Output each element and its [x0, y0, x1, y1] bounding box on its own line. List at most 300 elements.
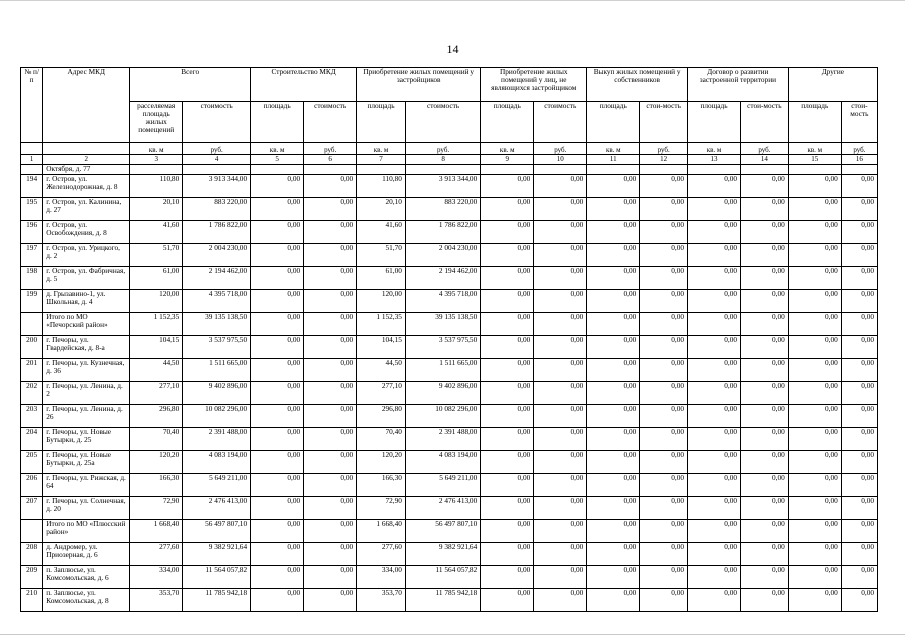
unit-m2: кв. м — [130, 143, 183, 155]
row-value: 104,15 — [130, 336, 183, 359]
row-value: 0,00 — [788, 543, 841, 566]
page-number: 14 — [446, 42, 459, 56]
row-number: 200 — [21, 336, 43, 359]
row-value: 0,00 — [251, 267, 304, 290]
table-row — [21, 267, 878, 290]
table-row-subtotal — [21, 313, 878, 336]
row-value: 120,00 — [130, 290, 183, 313]
header-development-contract: Договор о развитии застроенной территории — [688, 68, 789, 102]
row-number: 201 — [21, 359, 43, 382]
unit-m2: кв. м — [587, 143, 640, 155]
row-value: 0,00 — [640, 566, 688, 589]
row-address: д. Грызавино-1, ул. Школьная, д. 4 — [43, 290, 130, 313]
column-index: 13 — [688, 155, 741, 165]
row-value: 0,00 — [251, 382, 304, 405]
row-value: 0,00 — [251, 405, 304, 428]
row-value — [788, 165, 841, 175]
row-value: 0,00 — [534, 359, 587, 382]
row-value: 4 395 718,00 — [405, 290, 480, 313]
row-number: 206 — [21, 474, 43, 497]
row-value: 1 152,35 — [130, 313, 183, 336]
row-value: 0,00 — [741, 313, 789, 336]
row-value: 2 476 413,00 — [183, 497, 251, 520]
column-index: 7 — [357, 155, 406, 165]
row-value: 11 564 057,82 — [405, 566, 480, 589]
row-value: 0,00 — [481, 589, 534, 612]
row-value: 0,00 — [304, 428, 357, 451]
row-value: 9 402 896,00 — [183, 382, 251, 405]
row-value: 2 194 462,00 — [183, 267, 251, 290]
column-index: 14 — [741, 155, 789, 165]
row-value: 0,00 — [251, 428, 304, 451]
row-value: 0,00 — [304, 451, 357, 474]
row-value: 0,00 — [841, 198, 877, 221]
row-value: 0,00 — [741, 497, 789, 520]
row-value: 2 476 413,00 — [405, 497, 480, 520]
row-value: 0,00 — [587, 428, 640, 451]
row-value: 0,00 — [788, 290, 841, 313]
row-value: 0,00 — [304, 405, 357, 428]
row-value: 0,00 — [841, 428, 877, 451]
row-value: 0,00 — [251, 313, 304, 336]
row-value: 0,00 — [640, 267, 688, 290]
row-value: 0,00 — [534, 382, 587, 405]
row-value: 0,00 — [640, 497, 688, 520]
unit-blank — [21, 143, 43, 155]
row-value: 0,00 — [688, 244, 741, 267]
row-value: 0,00 — [841, 267, 877, 290]
row-value: 0,00 — [640, 198, 688, 221]
row-value — [183, 165, 251, 175]
row-value: 0,00 — [640, 543, 688, 566]
row-value: 0,00 — [481, 543, 534, 566]
row-value: 0,00 — [788, 359, 841, 382]
table-row — [21, 244, 878, 267]
row-value: 0,00 — [304, 313, 357, 336]
unit-rub: руб. — [534, 143, 587, 155]
unit-m2: кв. м — [788, 143, 841, 155]
row-value: 4 083 194,00 — [183, 451, 251, 474]
table-row — [21, 382, 878, 405]
row-number: 209 — [21, 566, 43, 589]
unit-m2: кв. м — [481, 143, 534, 155]
unit-rub: руб. — [640, 143, 688, 155]
row-value — [251, 165, 304, 175]
table-row — [21, 497, 878, 520]
row-value: 0,00 — [587, 290, 640, 313]
row-value: 0,00 — [251, 474, 304, 497]
subheader-cost-split: стои-мость — [640, 102, 688, 143]
row-address: г. Остров, ул. Калинина, д. 27 — [43, 198, 130, 221]
row-value: 353,70 — [357, 589, 406, 612]
row-address: Итого по МО «Печорский район» — [43, 313, 130, 336]
row-value: 0,00 — [788, 313, 841, 336]
row-value: 4 083 194,00 — [405, 451, 480, 474]
row-value: 0,00 — [587, 520, 640, 543]
row-value: 296,80 — [357, 405, 406, 428]
row-value: 1 668,40 — [357, 520, 406, 543]
row-value: 0,00 — [304, 290, 357, 313]
row-value: 0,00 — [304, 336, 357, 359]
row-value: 0,00 — [251, 244, 304, 267]
row-value: 51,70 — [130, 244, 183, 267]
row-value: 0,00 — [304, 566, 357, 589]
row-value: 0,00 — [251, 520, 304, 543]
row-address: г. Остров, ул. Освобождения, д. 8 — [43, 221, 130, 244]
unit-rub: руб. — [741, 143, 789, 155]
row-value: 104,15 — [357, 336, 406, 359]
row-value: 0,00 — [587, 198, 640, 221]
row-value: 0,00 — [741, 359, 789, 382]
table-row-subtotal — [21, 520, 878, 543]
row-value: 0,00 — [640, 244, 688, 267]
row-number — [21, 165, 43, 175]
row-value: 0,00 — [788, 520, 841, 543]
row-value: 0,00 — [841, 543, 877, 566]
row-value: 0,00 — [251, 589, 304, 612]
row-value: 0,00 — [304, 520, 357, 543]
row-value: 0,00 — [688, 221, 741, 244]
row-value: 0,00 — [587, 543, 640, 566]
row-value: 0,00 — [788, 474, 841, 497]
row-value: 353,70 — [130, 589, 183, 612]
row-value: 0,00 — [481, 198, 534, 221]
subheader-area: площадь — [587, 102, 640, 143]
row-value — [841, 165, 877, 175]
header-other: Другие — [788, 68, 877, 102]
row-value: 0,00 — [534, 451, 587, 474]
row-value: 0,00 — [534, 244, 587, 267]
row-address: г. Печоры, ул. Новые Бутырки, д. 25а — [43, 451, 130, 474]
row-value — [688, 165, 741, 175]
row-value: 0,00 — [841, 175, 877, 198]
row-value: 0,00 — [304, 589, 357, 612]
row-value: 0,00 — [841, 359, 877, 382]
row-address: г. Остров, ул. Фабричная, д. 5 — [43, 267, 130, 290]
column-index: 16 — [841, 155, 877, 165]
row-number: 198 — [21, 267, 43, 290]
row-value: 0,00 — [841, 290, 877, 313]
row-value: 39 135 138,50 — [183, 313, 251, 336]
row-value: 0,00 — [304, 543, 357, 566]
row-address: г. Печоры, ул. Новые Бутырки, д. 25 — [43, 428, 130, 451]
row-value: 0,00 — [741, 405, 789, 428]
row-value: 41,60 — [357, 221, 406, 244]
column-index: 2 — [43, 155, 130, 165]
subheader-cost-split: стои-мость — [841, 102, 877, 143]
row-address: г. Печоры, ул. Ленина, д. 2 — [43, 382, 130, 405]
row-value: 0,00 — [640, 474, 688, 497]
unit-rub: руб. — [183, 143, 251, 155]
row-value: 0,00 — [741, 520, 789, 543]
row-value: 0,00 — [788, 221, 841, 244]
row-value: 883 220,00 — [405, 198, 480, 221]
row-value: 0,00 — [304, 382, 357, 405]
unit-rub: руб. — [304, 143, 357, 155]
row-value: 0,00 — [788, 382, 841, 405]
column-index: 1 — [21, 155, 43, 165]
row-value: 3 913 344,00 — [405, 175, 480, 198]
row-value: 0,00 — [640, 428, 688, 451]
row-value: 0,00 — [788, 336, 841, 359]
row-value: 0,00 — [534, 198, 587, 221]
row-address: Октября, д. 77 — [43, 165, 130, 175]
row-number: 204 — [21, 428, 43, 451]
row-value: 0,00 — [788, 405, 841, 428]
table-row — [21, 589, 878, 612]
row-value: 0,00 — [688, 451, 741, 474]
row-value: 0,00 — [688, 497, 741, 520]
row-value: 0,00 — [251, 336, 304, 359]
unit-rub: руб. — [405, 143, 480, 155]
header-purchase-other: Приобретение жилых помещений у лиц, не являющихся застройщиком — [481, 68, 587, 102]
row-value: 0,00 — [741, 566, 789, 589]
row-value: 0,00 — [688, 359, 741, 382]
row-value: 0,00 — [640, 382, 688, 405]
row-value: 0,00 — [534, 267, 587, 290]
row-value: 0,00 — [841, 589, 877, 612]
subheader-cost: стоимость — [405, 102, 480, 143]
table-row — [21, 336, 878, 359]
row-value: 0,00 — [251, 175, 304, 198]
unit-rub: руб. — [841, 143, 877, 155]
row-value: 9 382 921,64 — [405, 543, 480, 566]
unit-m2: кв. м — [357, 143, 406, 155]
row-value: 0,00 — [587, 313, 640, 336]
row-value: 0,00 — [304, 244, 357, 267]
row-value: 0,00 — [788, 175, 841, 198]
row-value: 56 497 807,10 — [405, 520, 480, 543]
row-number: 202 — [21, 382, 43, 405]
row-value: 0,00 — [741, 543, 789, 566]
row-number: 195 — [21, 198, 43, 221]
row-value: 0,00 — [788, 566, 841, 589]
table-row — [21, 290, 878, 313]
table-row — [21, 543, 878, 566]
row-value: 0,00 — [741, 336, 789, 359]
row-value — [587, 165, 640, 175]
row-value: 0,00 — [841, 451, 877, 474]
row-value: 20,10 — [130, 198, 183, 221]
row-value: 41,60 — [130, 221, 183, 244]
row-value: 0,00 — [251, 543, 304, 566]
row-value: 0,00 — [741, 382, 789, 405]
row-value: 0,00 — [251, 198, 304, 221]
row-value: 0,00 — [841, 566, 877, 589]
row-value: 0,00 — [741, 175, 789, 198]
row-value: 0,00 — [304, 497, 357, 520]
table-row-continuation — [21, 165, 878, 175]
row-value: 20,10 — [357, 198, 406, 221]
subheader-cost: стоимость — [534, 102, 587, 143]
column-index: 10 — [534, 155, 587, 165]
row-value: 0,00 — [481, 451, 534, 474]
row-value: 0,00 — [841, 313, 877, 336]
row-value: 120,00 — [357, 290, 406, 313]
row-value: 0,00 — [534, 221, 587, 244]
row-value: 296,80 — [130, 405, 183, 428]
row-value: 0,00 — [788, 497, 841, 520]
unit-m2: кв. м — [688, 143, 741, 155]
table-row — [21, 198, 878, 221]
column-index: 8 — [405, 155, 480, 165]
row-value: 0,00 — [587, 566, 640, 589]
row-address: г. Печоры, ул. Солнечная, д. 20 — [43, 497, 130, 520]
row-number: 199 — [21, 290, 43, 313]
subheader-cost: стоимость — [304, 102, 357, 143]
row-value: 0,00 — [788, 428, 841, 451]
column-index: 15 — [788, 155, 841, 165]
table-row — [21, 221, 878, 244]
row-value: 0,00 — [587, 175, 640, 198]
row-value: 0,00 — [251, 566, 304, 589]
row-value: 0,00 — [587, 382, 640, 405]
row-value: 72,90 — [357, 497, 406, 520]
column-index: 6 — [304, 155, 357, 165]
row-value: 110,80 — [357, 175, 406, 198]
row-value: 0,00 — [640, 221, 688, 244]
row-value: 0,00 — [481, 175, 534, 198]
row-value: 0,00 — [788, 451, 841, 474]
row-value — [357, 165, 406, 175]
header-address: Адрес МКД — [43, 68, 130, 143]
row-value: 1 152,35 — [357, 313, 406, 336]
row-value: 11 785 942,18 — [183, 589, 251, 612]
row-value: 0,00 — [741, 244, 789, 267]
row-value: 0,00 — [481, 313, 534, 336]
row-value: 0,00 — [688, 267, 741, 290]
row-value: 56 497 807,10 — [183, 520, 251, 543]
row-value: 0,00 — [587, 267, 640, 290]
row-value: 0,00 — [481, 497, 534, 520]
row-value: 0,00 — [481, 244, 534, 267]
row-number: 210 — [21, 589, 43, 612]
table-body — [21, 165, 878, 612]
table-header — [21, 68, 878, 165]
subheader-cost: стоимость — [183, 102, 251, 143]
row-value: 0,00 — [587, 497, 640, 520]
column-index: 9 — [481, 155, 534, 165]
row-value: 277,60 — [130, 543, 183, 566]
subheader-resettled-area: расселяемая площадь жилых помещений — [130, 102, 183, 143]
row-value: 0,00 — [304, 474, 357, 497]
row-value: 0,00 — [304, 267, 357, 290]
column-index: 3 — [130, 155, 183, 165]
row-value: 0,00 — [741, 290, 789, 313]
row-number: 208 — [21, 543, 43, 566]
row-value: 0,00 — [788, 198, 841, 221]
column-index-row — [21, 155, 878, 165]
row-value: 0,00 — [534, 175, 587, 198]
row-number — [21, 520, 43, 543]
row-value: 0,00 — [481, 405, 534, 428]
row-value: 0,00 — [640, 451, 688, 474]
row-value: 0,00 — [688, 313, 741, 336]
row-value: 0,00 — [841, 520, 877, 543]
row-value: 0,00 — [251, 497, 304, 520]
row-value: 0,00 — [741, 198, 789, 221]
row-number: 196 — [21, 221, 43, 244]
subheader-area: площадь — [788, 102, 841, 143]
subheader-area: площадь — [688, 102, 741, 143]
row-value — [534, 165, 587, 175]
row-value: 120,20 — [357, 451, 406, 474]
column-index: 4 — [183, 155, 251, 165]
row-value: 0,00 — [640, 405, 688, 428]
row-value: 110,80 — [130, 175, 183, 198]
row-value: 2 391 488,00 — [405, 428, 480, 451]
row-address: г. Печоры, ул. Кузнечная, д. 36 — [43, 359, 130, 382]
row-value: 0,00 — [788, 267, 841, 290]
row-value: 0,00 — [841, 221, 877, 244]
row-value: 51,70 — [357, 244, 406, 267]
row-value: 0,00 — [640, 336, 688, 359]
row-address: п. Заплюсье, ул. Комсомольская, д. 6 — [43, 566, 130, 589]
row-value: 277,10 — [357, 382, 406, 405]
row-value: 0,00 — [587, 244, 640, 267]
header-total: Всего — [130, 68, 251, 102]
row-value: 0,00 — [741, 428, 789, 451]
row-value: 2 004 230,00 — [405, 244, 480, 267]
scan-edge-bottom — [0, 634, 905, 635]
row-value: 883 220,00 — [183, 198, 251, 221]
row-value: 44,50 — [130, 359, 183, 382]
row-value — [304, 165, 357, 175]
row-value: 0,00 — [534, 313, 587, 336]
subheader-cost-split: стои-мость — [741, 102, 789, 143]
resettlement-table — [20, 67, 878, 612]
subheader-area: площадь — [251, 102, 304, 143]
row-value: 1 511 665,00 — [405, 359, 480, 382]
row-value: 0,00 — [534, 336, 587, 359]
column-index: 12 — [640, 155, 688, 165]
row-address: г. Печоры, ул. Гвардейская, д. 8-а — [43, 336, 130, 359]
row-value: 0,00 — [481, 474, 534, 497]
row-value: 166,30 — [357, 474, 406, 497]
row-value: 0,00 — [741, 221, 789, 244]
row-value: 0,00 — [688, 589, 741, 612]
subheader-area: площадь — [481, 102, 534, 143]
row-number: 194 — [21, 175, 43, 198]
row-value: 0,00 — [688, 336, 741, 359]
row-value: 0,00 — [688, 543, 741, 566]
row-value: 0,00 — [251, 451, 304, 474]
row-value: 0,00 — [587, 359, 640, 382]
row-value: 166,30 — [130, 474, 183, 497]
row-value: 0,00 — [841, 497, 877, 520]
row-value: 44,50 — [357, 359, 406, 382]
row-address: п. Заплюсье, ул. Комсомольская, д. 8 — [43, 589, 130, 612]
row-address: г. Печоры, ул. Рижская, д. 64 — [43, 474, 130, 497]
row-value: 0,00 — [587, 589, 640, 612]
row-value: 0,00 — [788, 244, 841, 267]
row-value: 0,00 — [304, 198, 357, 221]
row-value — [130, 165, 183, 175]
row-address: г. Остров, ул. Урицкого, д. 2 — [43, 244, 130, 267]
row-value: 0,00 — [841, 336, 877, 359]
row-value: 39 135 138,50 — [405, 313, 480, 336]
row-value: 0,00 — [841, 474, 877, 497]
row-value: 0,00 — [841, 405, 877, 428]
row-value: 0,00 — [688, 382, 741, 405]
header-no: № п/п — [21, 68, 43, 143]
row-value: 0,00 — [688, 290, 741, 313]
row-value: 120,20 — [130, 451, 183, 474]
row-value: 277,60 — [357, 543, 406, 566]
row-value: 0,00 — [640, 359, 688, 382]
row-value: 1 668,40 — [130, 520, 183, 543]
row-value: 0,00 — [741, 267, 789, 290]
